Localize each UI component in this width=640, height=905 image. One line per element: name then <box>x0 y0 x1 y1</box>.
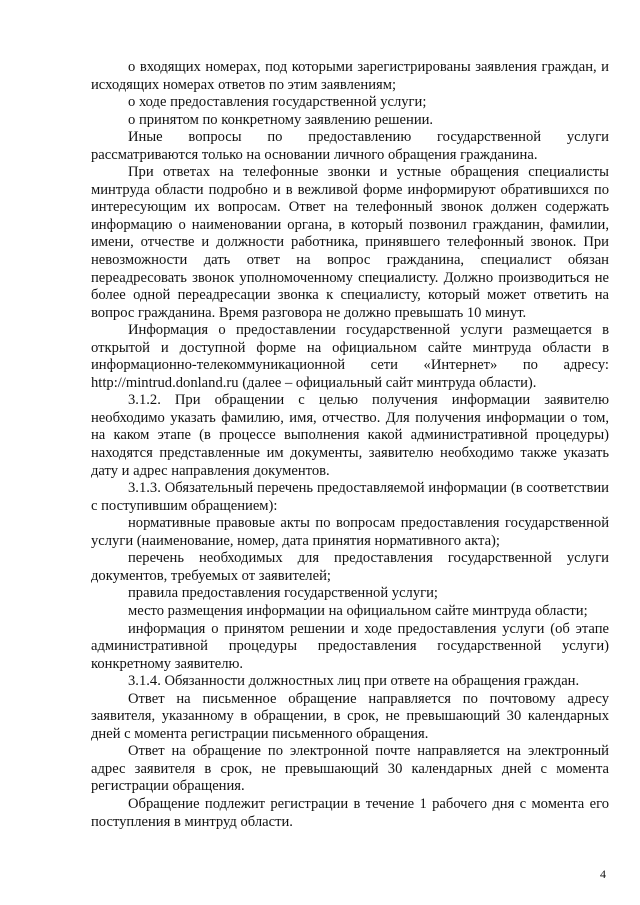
paragraph-3-1-2: 3.1.2. При обращении с целью получения информации заявителю необходимо указать фамилию, имя, отчество. Для получения информации о том, на каком этапе (в процессе выполнения какой административной процедуры) находятся представленные им документы, заявителю необходимо также указать дату и адрес направления документов. <box>91 392 609 479</box>
paragraph-info-location: место размещения информации на официальном сайте минтруда области; <box>128 602 588 619</box>
paragraph-other-questions: Иные вопросы по предоставлению государственной услуги рассматриваются только на основании личного обращения гражданина. <box>91 129 609 163</box>
page-number: 4 <box>600 867 606 881</box>
paragraph-rules: правила предоставления государственной услуги; <box>128 585 438 602</box>
paragraph-decision-info: информация о принятом решении и ходе предоставления услуги (об этапе административной процедуры предоставления государственной услуги) конкретному заявителю. <box>91 620 609 672</box>
paragraph-decision: о принятом по конкретному заявлению решении. <box>128 111 434 128</box>
paragraph-normative-acts: нормативные правовые акты по вопросам предоставления государственной услуги (наименование, номер, дата принятия нормативного акта); <box>91 515 609 549</box>
paragraph-website-info: Информация о предоставлении государственной услуги размещается в открытой и доступной форме на официальном сайте минтруда области в информационно-телекоммуникационной сети «Интернет» по адресу: http://mintrud.donland.ru (далее – официальный сайт минтруда области). <box>91 322 609 391</box>
paragraph-email-reply: Ответ на обращение по электронной почте направляется на электронный адрес заявителя в срок, не превышающий 30 календарных дней с момента регистрации обращения. <box>91 743 609 795</box>
paragraph-written-reply: Ответ на письменное обращение направляется по почтовому адресу заявителя, указанному в обращении, в срок, не превышающий 30 календарных дней с момента регистрации письменного обращения. <box>91 690 609 742</box>
paragraph-registration: Обращение подлежит регистрации в течение 1 рабочего дня с момента его поступления в минтруд области. <box>91 795 609 830</box>
paragraph-service-progress: о ходе предоставления государственной услуги; <box>128 94 427 111</box>
paragraph-phone-calls: При ответах на телефонные звонки и устные обращения специалисты минтруда области подробно и в вежливой форме информируют обратившихся по интересующим их вопросам. Ответ на телефонный звонок должен содержать информацию о наименовании органа, в который позвонил гражданин, фамилии, имени, отчестве и должности работника, принявшего телефонный звонок. При невозможности дать ответ на вопрос гражданина, специалист обязан переадресовать звонок уполномоченному специалисту. Должно производиться не более одной переадресации звонка к специалисту, который может ответить на вопрос гражданина. Время разговора не должно превышать 10 минут. <box>91 164 609 321</box>
paragraph-incoming-numbers: о входящих номерах, под которыми зарегистрированы заявления граждан, и исходящих номерах ответов по этим заявлениям; <box>91 59 609 93</box>
paragraph-3-1-3: 3.1.3. Обязательный перечень предоставляемой информации (в соответствии с поступившим обращением): <box>91 480 609 514</box>
document-body <box>91 59 609 831</box>
paragraph-documents-list: перечень необходимых для предоставления государственной услуги документов, требуемых от заявителей; <box>91 550 609 584</box>
paragraph-3-1-4: 3.1.4. Обязанности должностных лиц при ответе на обращения граждан. <box>128 673 580 690</box>
